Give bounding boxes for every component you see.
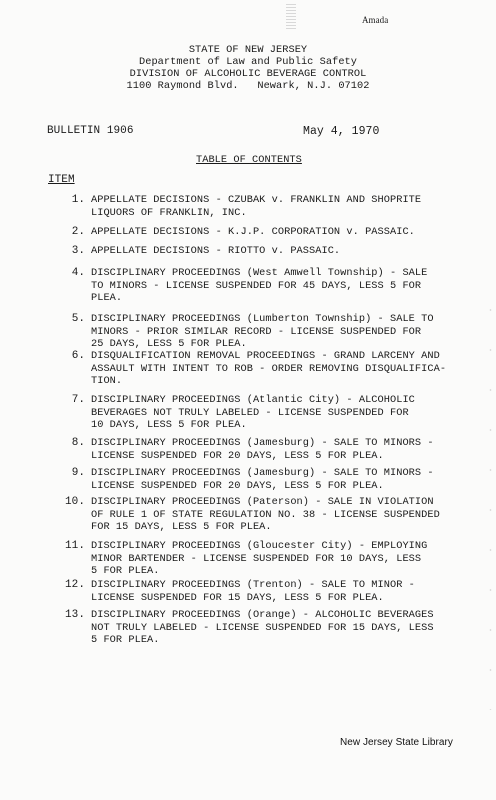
toc-item-text: DISCIPLINARY PROCEEDINGS (Atlantic City) - ALCOHOLIC BEVERAGES NOT TRULY LABELED - LICENSE SUSPENDED FOR 10 DAYS, LESS 5 FOR PLEA.	[91, 394, 415, 432]
toc-item-text: APPELLATE DECISIONS - RIOTTO v. PASSAIC.	[91, 245, 341, 257]
toc-item-text: DISCIPLINARY PROCEEDINGS (Orange) - ALCOHOLIC BEVERAGES NOT TRULY LABELED - LICENSE SUSPENDED FOR 15 DAYS, LESS 5 FOR PLEA.	[91, 609, 434, 647]
agency-line-address: 1100 Raymond Blvd. Newark, N.J. 07102	[126, 80, 370, 92]
item-column-label: ITEM	[48, 174, 75, 186]
toc-item-text: DISCIPLINARY PROCEEDINGS (Trenton) - SALE TO MINOR - LICENSE SUSPENDED FOR 15 DAYS, LESS 5 FOR PLEA.	[91, 579, 415, 604]
toc-item-number: 1.	[71, 194, 85, 206]
bulletin-date: May 4, 1970	[303, 125, 380, 138]
toc-item-text: DISCIPLINARY PROCEEDINGS (Lumberton Township) - SALE TO MINORS - PRIOR SIMILAR RECORD - LICENSE SUSPENDED FOR 25 DAYS, LESS 5 FOR PLEA.	[91, 313, 434, 351]
toc-item-number: 4.	[71, 267, 85, 279]
bulletin-number: BULLETIN 1906	[47, 125, 134, 137]
toc-title: TABLE OF CONTENTS	[196, 154, 302, 166]
agency-line-division: DIVISION OF ALCOHOLIC BEVERAGE CONTROL	[129, 68, 367, 80]
toc-item-text: DISCIPLINARY PROCEEDINGS (Jamesburg) - SALE TO MINORS - LICENSE SUSPENDED FOR 20 DAYS, LESS 5 FOR PLEA.	[91, 467, 434, 492]
toc-item-text: DISCIPLINARY PROCEEDINGS (Paterson) - SALE IN VIOLATION OF RULE 1 OF STATE REGULATION NO. 38 - LICENSE SUSPENDED FOR 15 DAYS, LESS 5 FOR PLEA.	[91, 496, 440, 534]
scan-margin-speckle	[489, 290, 492, 710]
library-footer: New Jersey State Library	[340, 737, 453, 748]
agency-line-department: Department of Law and Public Safety	[138, 56, 358, 68]
toc-item-number: 13.	[65, 609, 85, 621]
toc-item-number: 9.	[71, 467, 85, 479]
toc-item-number: 11.	[65, 540, 85, 552]
toc-item-number: 3.	[71, 245, 85, 257]
agency-line-state: STATE OF NEW JERSEY	[188, 44, 308, 56]
toc-item-number: 6.	[71, 350, 85, 362]
toc-item-text: APPELLATE DECISIONS - K.J.P. CORPORATION v. PASSAIC.	[91, 226, 415, 238]
toc-item-number: 10.	[65, 496, 85, 508]
toc-item-number: 12.	[65, 579, 85, 591]
toc-item-text: DISCIPLINARY PROCEEDINGS (Jamesburg) - SALE TO MINORS - LICENSE SUSPENDED FOR 20 DAYS, LESS 5 FOR PLEA.	[91, 437, 434, 462]
toc-item-number: 8.	[71, 437, 85, 449]
toc-item-number: 5.	[71, 313, 85, 325]
toc-item-number: 2.	[71, 226, 85, 238]
toc-item-text: APPELLATE DECISIONS - CZUBAK v. FRANKLIN AND SHOPRITE LIQUORS OF FRANKLIN, INC.	[91, 194, 422, 219]
toc-item-text: DISCIPLINARY PROCEEDINGS (Gloucester City) - EMPLOYING MINOR BARTENDER - LICENSE SUSPENDED FOR 10 DAYS, LESS 5 FOR PLEA.	[91, 540, 428, 578]
handwritten-initials: Amada	[362, 15, 389, 25]
toc-item-text: DISQUALIFICATION REMOVAL PROCEEDINGS - GRAND LARCENY AND ASSAULT WITH INTENT TO ROB - ORDER REMOVING DISQUALIFICA- TION.	[91, 350, 447, 388]
toc-item-text: DISCIPLINARY PROCEEDINGS (West Amwell Township) - SALE TO MINORS - LICENSE SUSPENDED FOR 45 DAYS, LESS 5 FOR PLEA.	[91, 267, 428, 305]
library-stamp-mark	[286, 4, 296, 30]
toc-item-number: 7.	[71, 394, 85, 406]
